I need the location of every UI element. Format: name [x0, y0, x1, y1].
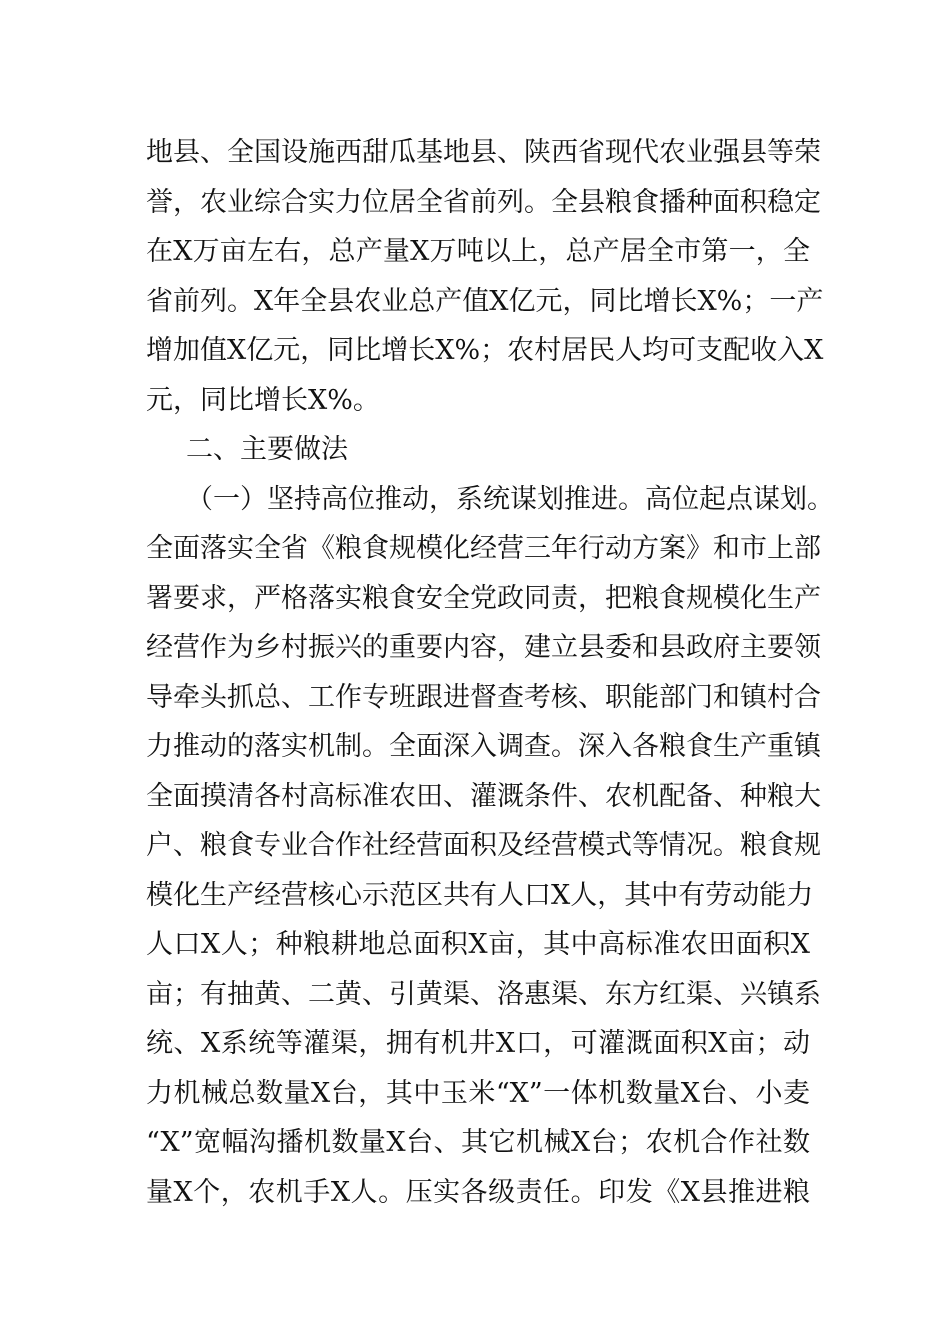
text-line: 经营作为乡村振兴的重要内容，建立县委和县政府主要领 — [146, 632, 821, 663]
text-line: 省前列。X年全县农业总产值X亿元，同比增长X%；一产 — [146, 285, 824, 317]
text-line: 全面摸清各村高标准农田、灌溉条件、农机配备、种粮大 — [146, 780, 821, 812]
text-line: 户、粮食专业合作社经营面积及经营模式等情况。粮食规 — [146, 830, 821, 861]
body-text — [146, 128, 834, 1217]
text-line: 地县、全国设施西甜瓜基地县、陕西省现代农业强县等荣 — [146, 137, 821, 168]
text-line: 量X个，农机手X人。压实各级责任。印发《X县推进粮 — [146, 1176, 810, 1208]
text-line: 在X万亩左右，总产量X万吨以上，总产居全市第一，全 — [146, 236, 810, 267]
text-line: 亩；有抽黄、二黄、引黄渠、洛惠渠、东方红渠、兴镇系 — [146, 978, 821, 1010]
text-line: 全面落实全省《粮食规模化经营三年行动方案》和市上部 — [146, 533, 821, 564]
text-line: 力机械总数量X台，其中玉米“X”一体机数量X台、小麦 — [146, 1077, 810, 1109]
text-line: 誉，农业综合实力位居全省前列。全县粮食播种面积稳定 — [146, 186, 821, 218]
text-line: “X”宽幅沟播机数量X台、其它机械X台；农机合作社数 — [146, 1127, 810, 1158]
text-line: 模化生产经营核心示范区共有人口X人，其中有劳动能力 — [146, 879, 814, 911]
text-line: 力推动的落实机制。全面深入调查。深入各粮食生产重镇 — [146, 731, 821, 762]
text-line: 人口X人；种粮耕地总面积X亩，其中高标准农田面积X — [146, 929, 810, 960]
text-line: 统、X系统等灌渠，拥有机井X口，可灌溉面积X亩；动 — [146, 1028, 810, 1059]
subsection-heading: （一）坚持高位推动，系统谋划推进。高位起点谋划。 — [186, 483, 834, 515]
section-heading: 二、主要做法 — [186, 434, 348, 465]
text-line: 导牵头抓总、工作专班跟进督查考核、职能部门和镇村合 — [146, 681, 821, 713]
text-line: 署要求，严格落实粮食安全党政同责，把粮食规模化生产 — [146, 582, 821, 614]
text-line: 元，同比增长X%。 — [146, 384, 380, 416]
text-line: 增加值X亿元，同比增长X%；农村居民人均可支配收入X — [146, 335, 824, 366]
